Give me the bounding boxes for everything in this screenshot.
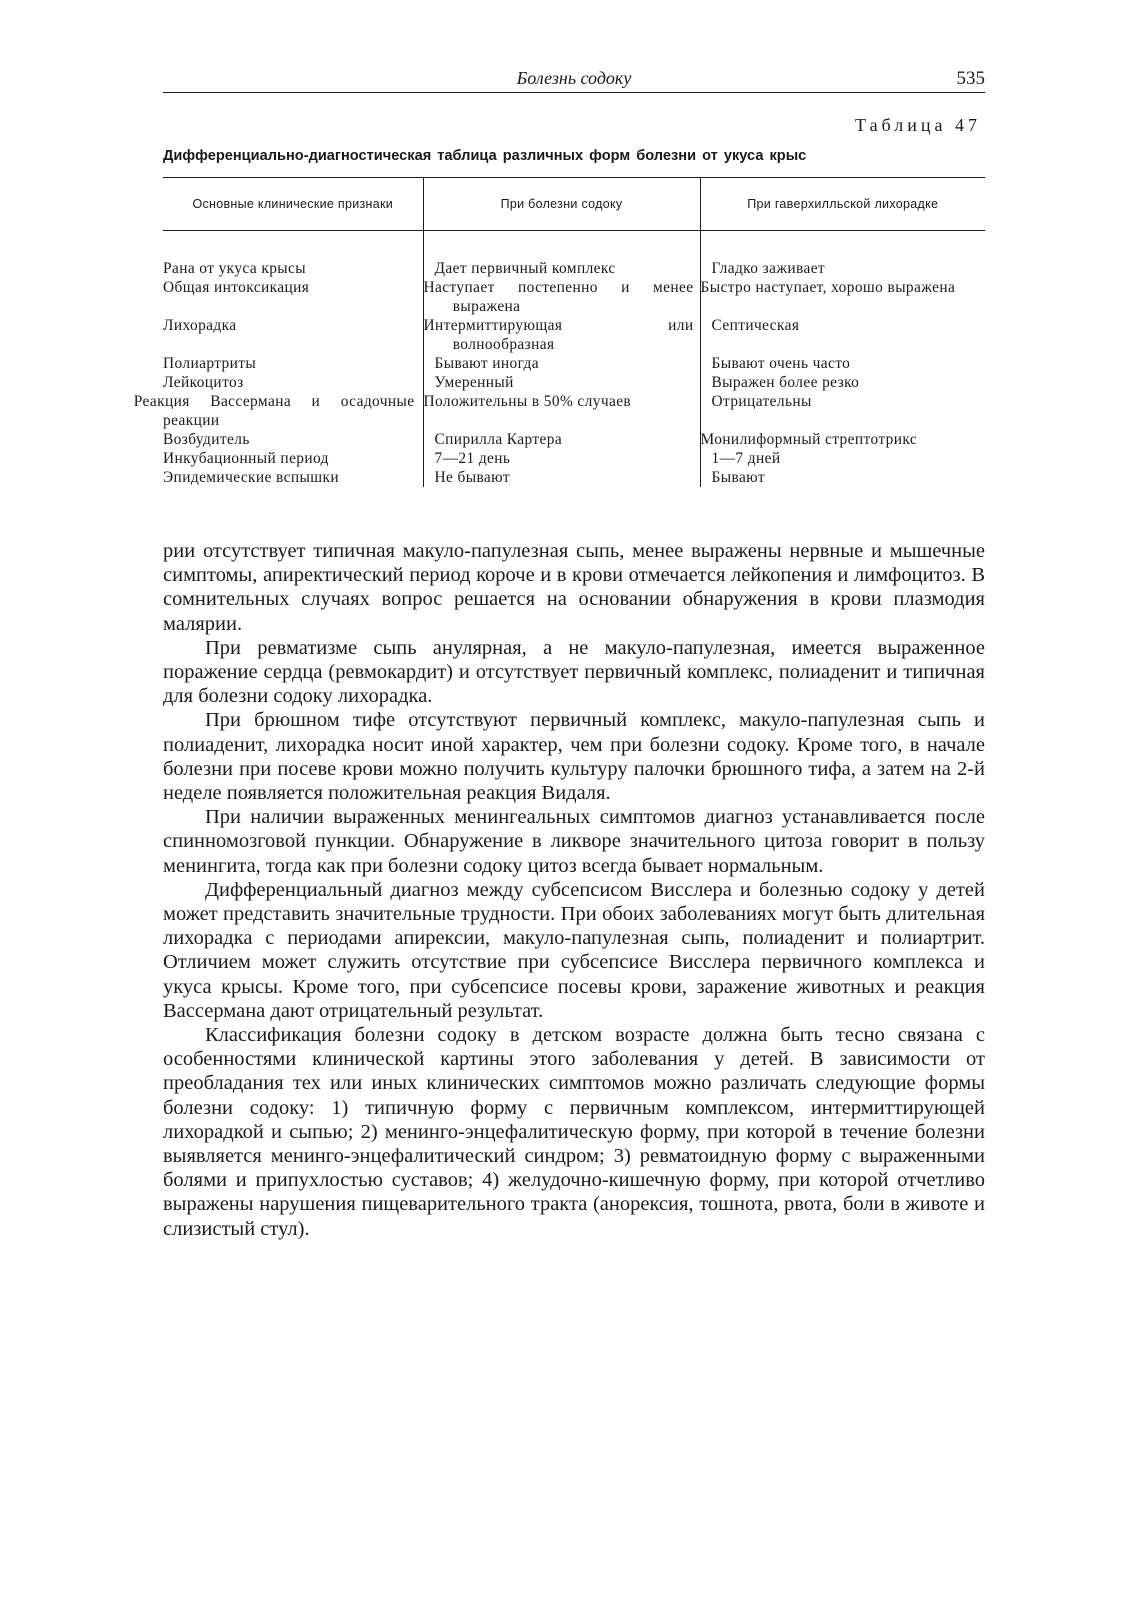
table-row xyxy=(163,373,985,392)
cell-sodoku: Умеренный xyxy=(423,373,700,392)
cell-sign: Эпидемические вспышки xyxy=(163,469,339,486)
table-row xyxy=(163,231,985,279)
cell-haverhill: Бывают xyxy=(700,468,985,487)
cell-haverhill: Монилиформный стрептотрикс xyxy=(700,430,985,449)
table-row xyxy=(163,392,985,430)
cell-haverhill: 1—7 дней xyxy=(700,449,985,468)
cell-sign: Лихорадка xyxy=(163,317,237,334)
table-row xyxy=(163,449,985,468)
cell-haverhill: Гладко заживает xyxy=(700,231,985,279)
header-sodoku: При болезни содоку xyxy=(423,178,700,231)
table-row xyxy=(163,468,985,487)
differential-diagnosis-table xyxy=(133,177,985,487)
cell-haverhill: Быстро наступает, хорошо выражена xyxy=(700,278,985,316)
table-number: Таблица 47 xyxy=(855,115,981,135)
cell-sodoku: Дает первичный комплекс xyxy=(423,231,700,279)
cell-sign: Рана от укуса крысы xyxy=(163,260,307,277)
cell-haverhill: Выражен более резко xyxy=(700,373,985,392)
paragraph-typhoid: При брюшном тифе отсутствуют первичный комплекс, макуло-папулезная сыпь и полиаденит, лихорадка носит иной характер, чем при болезни содоку. Кроме того, в начале болезни при посеве крови можно получить культуру палочки брюшного тифа, а затем на 2-й неделе появляется положительная реакция Видаля. xyxy=(163,709,985,805)
table-row xyxy=(163,278,985,316)
cell-haverhill: Отрицательны xyxy=(700,392,985,430)
cell-sign: Лейкоцитоз xyxy=(163,374,244,391)
table-row xyxy=(163,354,985,373)
paragraph-rheumatism: При ревматизме сыпь анулярная, а не макуло-папулезная, имеется выраженное поражение сердца (ревмокардит) и отсутствует первичный комплекс, полиаденит и типичная для болезни содоку лихорадка. xyxy=(163,636,985,708)
running-head xyxy=(163,62,985,93)
cell-sodoku: Не бывают xyxy=(423,468,700,487)
cell-sodoku: Положительны в 50% случаев xyxy=(423,392,700,430)
paragraph-meningitis: При наличии выраженных менингеальных симптомов диагноз устанавливается после спинномозговой пункции. Обнаружение в ликворе значительного цитоза говорит в пользу менингита, тогда как при болезни содоку цитоз всегда бывает нормальным. xyxy=(163,806,985,877)
cell-sign: Возбудитель xyxy=(163,431,250,448)
cell-sodoku: Бывают иногда xyxy=(423,354,700,373)
paragraph-wissler-subsepsis: Дифференциальный диагноз между субсепсисом Висслера и болезнью содоку у детей может представить значительные трудности. При обоих заболеваниях могут быть длительная лихорадка с периодами апирексии, макуло-папулезная сыпь, полиаденит и полиартрит. Отличием может служить отсутствие при субсепсисе Висслера первичного комплекса и укуса крысы. Кроме того, при субсепсисе посевы крови, заражение животных и реакция Вассермана дают отрицательный результат. xyxy=(163,878,985,1022)
cell-sodoku: Спирилла Картера xyxy=(423,430,700,449)
cell-sign: Инкубационный период xyxy=(163,450,329,467)
table-header-row xyxy=(163,178,985,231)
running-head-title: Болезнь содоку xyxy=(516,68,632,88)
paragraph-malaria-continued: рии отсутствует типичная макуло-папулезная сыпь, менее выражены нервные и мышечные симптомы, апиректический период короче и в крови отмечается лейкопения и лимфоцитоз. В сомнительных случаях вопрос решается на основании обнаружения в крови плазмодия малярии. xyxy=(163,540,985,635)
cell-haverhill: Септическая xyxy=(700,316,985,354)
header-clinical-signs: Основные клинические признаки xyxy=(163,178,423,231)
cell-haverhill: Бывают очень часто xyxy=(700,354,985,373)
page-number: 535 xyxy=(956,68,985,89)
header-haverhill-fever: При гаверхилльской лихорадке xyxy=(700,178,985,231)
table-row xyxy=(163,430,985,449)
cell-sodoku: Наступает постепенно и менее выражена xyxy=(423,278,700,316)
cell-sign: Полиартриты xyxy=(163,355,257,372)
cell-sign: Реакция Вассермана и осадочные реакции xyxy=(133,393,415,429)
cell-sign: Общая интоксикация xyxy=(163,279,310,296)
cell-sodoku: Интермиттирующая или волнообразная xyxy=(423,316,700,354)
paragraph-classification: Классификация болезни содоку в детском возрасте должна быть тесно связана с особенностями клинической картины этого заболевания у детей. В зависимости от преобладания тех или иных клинических симптомов можно различать следующие формы болезни содоку: 1) типичную форму с первичным комплексом, интермиттирующей лихорадкой и сыпью; 2) менинго-энцефалитическую форму, при которой в течение болезни выявляется менинго-энцефалитический синдром; 3) ревматоидную форму с выраженными болями и припухлостью суставов; 4) желудочно-кишечную форму, при которой отчетливо выражены нарушения пищеварительного тракта (анорексия, тошнота, рвота, боли в животе и слизистый стул). xyxy=(163,1024,985,1240)
body-text xyxy=(163,539,985,1241)
book-page xyxy=(133,62,985,1241)
table-title: Дифференциально-диагностическая таблица различных форм болезни от укуса крыс xyxy=(163,148,807,164)
cell-sodoku: 7—21 день xyxy=(423,449,700,468)
table-row xyxy=(163,316,985,354)
